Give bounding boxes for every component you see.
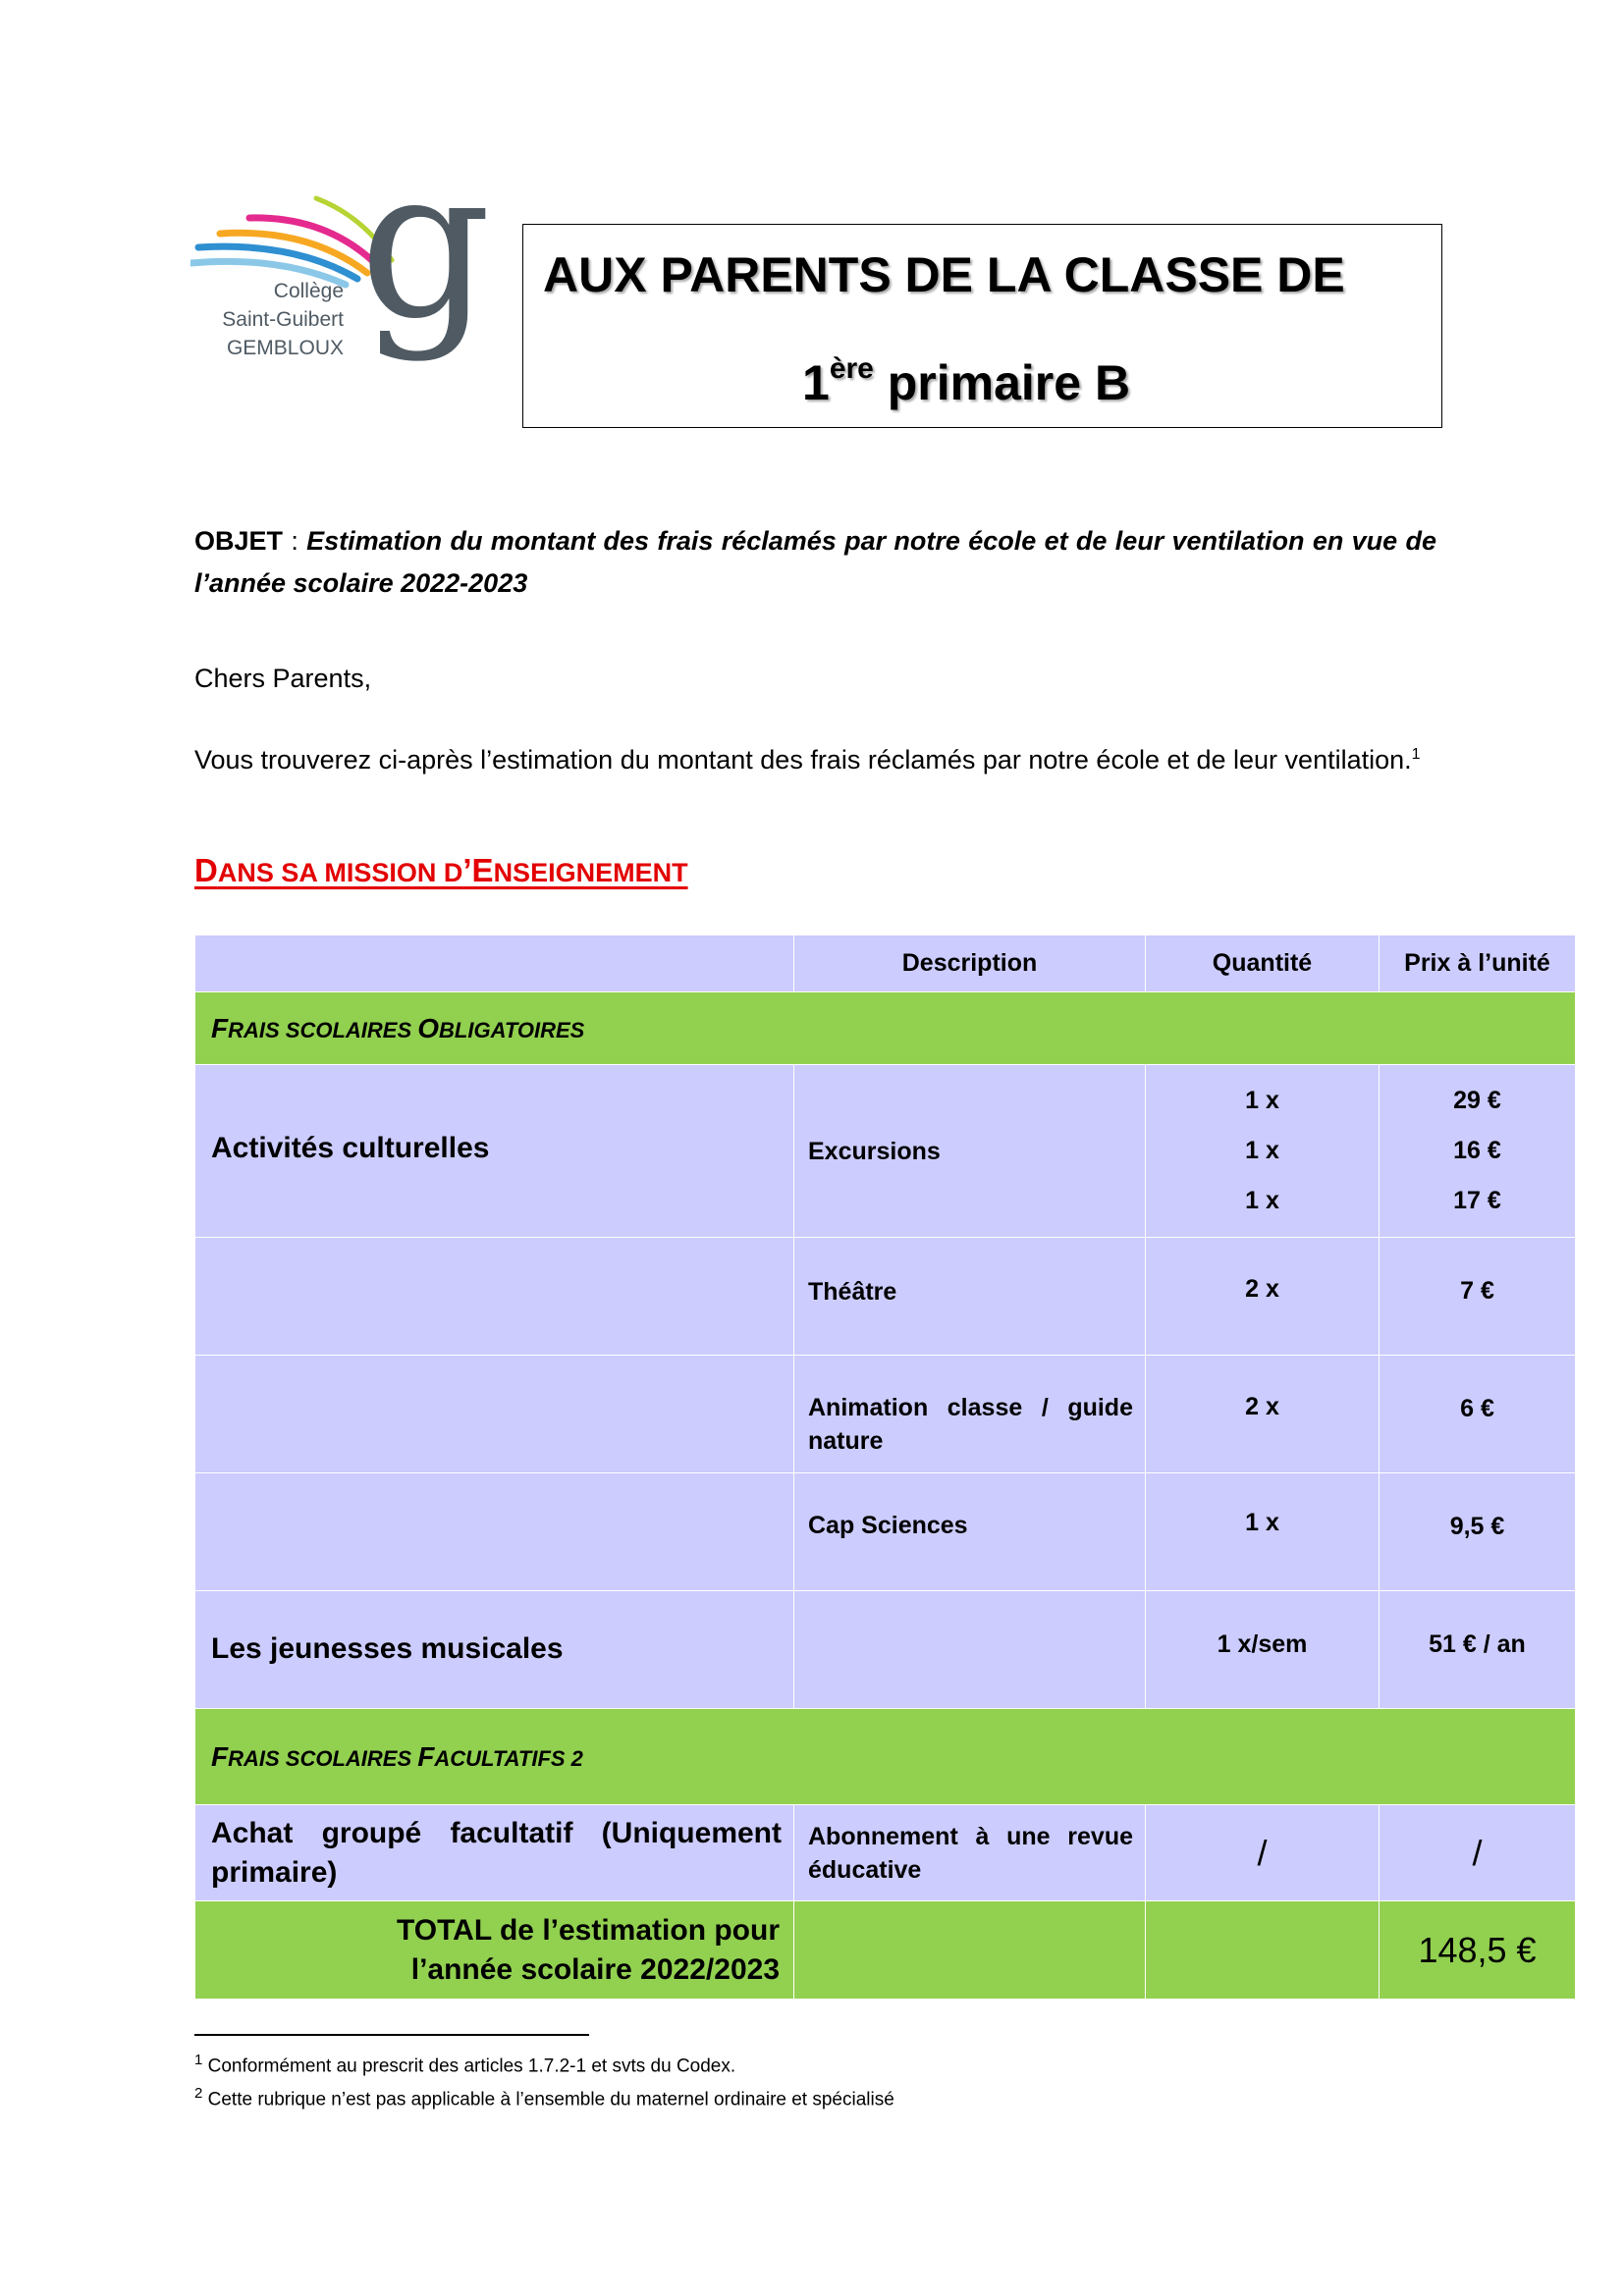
- optional-category-cell: Achat groupé facultatif (Uniquement primaire): [195, 1805, 794, 1901]
- subject-label: OBJET: [194, 526, 284, 556]
- table-row: [195, 1356, 1576, 1473]
- footnote-1: [194, 2052, 735, 2077]
- footnote-divider: [194, 2034, 589, 2036]
- heading-smallcaps-2: NSEIGNEMENT: [493, 858, 688, 887]
- description-cell: [794, 1591, 1146, 1709]
- fees-table: [194, 934, 1576, 2000]
- logo-wordmark: [222, 277, 344, 362]
- subject-text: Estimation du montant des frais réclamés par notre école et de leur ventilation en vue de l’année scolaire 2022-2023: [194, 526, 1436, 598]
- header-category: [195, 935, 794, 992]
- logo-line-saint-guibert: Saint-Guibert: [222, 308, 344, 331]
- total-label: TOTAL de l’estimation pour l’année scolaire 2022/2023: [195, 1901, 794, 2000]
- quantity-value: 1 x: [1245, 1187, 1279, 1214]
- table-header-row: [195, 935, 1576, 992]
- title-grade-suffix: ère: [829, 352, 874, 385]
- sect1-cap-o: O: [417, 1012, 440, 1043]
- section-optional-label: [195, 1709, 1576, 1805]
- price-cell: 6 €: [1380, 1356, 1576, 1473]
- footnote-2: [194, 2085, 894, 2110]
- optional-description-cell: Abonnement à une revue éducative: [794, 1805, 1146, 1901]
- header-unit-price: Prix à l’unité: [1380, 935, 1576, 992]
- category-cell: Les jeunesses musicales: [195, 1591, 794, 1709]
- optional-row: [195, 1805, 1576, 1901]
- sect2-cap-f: F: [211, 1740, 229, 1772]
- price-cell: 9,5 €: [1380, 1473, 1576, 1591]
- section-optional-row: [195, 1709, 1576, 1805]
- sect2-sc-2: ACULTATIFS 2: [434, 1745, 583, 1771]
- total-empty-cell: [794, 1901, 1146, 2000]
- logo-line-gembloux: GEMBLOUX: [226, 337, 344, 359]
- total-row: [195, 1901, 1576, 2000]
- category-cell: [195, 1473, 794, 1591]
- price-value: 16 €: [1453, 1137, 1501, 1164]
- intro-text: Vous trouverez ci-après l’estimation du montant des frais réclamés par notre école et de leur ventilation.: [194, 745, 1412, 774]
- greeting: Chers Parents,: [194, 664, 372, 693]
- intro-paragraph: [194, 736, 1436, 778]
- optional-price-cell: /: [1380, 1805, 1576, 1901]
- price-cell: 51 € / an: [1380, 1591, 1576, 1709]
- header-description: Description: [794, 935, 1146, 992]
- footnote-number: 1: [194, 2052, 203, 2068]
- description-cell: Cap Sciences: [794, 1473, 1146, 1591]
- total-value: 148,5 €: [1380, 1901, 1576, 2000]
- heading-apostrophe: ’: [462, 852, 472, 888]
- title-box: [522, 224, 1442, 428]
- section-heading: [194, 852, 688, 889]
- subject-line: [194, 520, 1436, 605]
- price-value: 17 €: [1453, 1187, 1501, 1214]
- quantity-cell: 1 x: [1146, 1473, 1380, 1591]
- title-line-2: [523, 352, 1441, 411]
- optional-quantity-cell: /: [1146, 1805, 1380, 1901]
- description-cell: Théâtre: [794, 1238, 1146, 1356]
- section-mandatory-row: [195, 992, 1576, 1065]
- table-row: [195, 1473, 1576, 1591]
- table-row: [195, 1591, 1576, 1709]
- title-line-1: AUX PARENTS DE LA CLASSE DE: [543, 247, 1345, 302]
- quantity-cell: 2 x: [1146, 1356, 1380, 1473]
- table-row: [195, 1238, 1576, 1356]
- title-grade-number: 1: [802, 355, 830, 410]
- quantity-value: 1 x: [1245, 1087, 1279, 1114]
- heading-smallcaps-1: ANS SA MISSION D: [217, 858, 463, 887]
- quantity-value: 1 x: [1245, 1137, 1279, 1164]
- footnote-ref-1: 1: [1411, 746, 1421, 763]
- sect2-cap-f2: F: [417, 1740, 435, 1772]
- total-empty-cell: [1146, 1901, 1380, 2000]
- title-class-name: primaire B: [873, 355, 1131, 410]
- category-cell: Activités culturelles: [195, 1065, 794, 1238]
- logo-monogram: g: [359, 124, 492, 364]
- sect1-cap-f: F: [211, 1012, 229, 1043]
- heading-cap-e: E: [471, 852, 494, 888]
- footnote-text: Cette rubrique n’est pas applicable à l’ensemble du maternel ordinaire et spécialisé: [202, 2089, 894, 2110]
- sect2-sc-1: RAIS SCOLAIRES: [228, 1745, 418, 1771]
- category-cell: [195, 1356, 794, 1473]
- section-mandatory-label: [195, 992, 1576, 1065]
- logo-line-college: Collège: [273, 280, 344, 302]
- subject-separator: :: [283, 526, 307, 556]
- header-quantity: Quantité: [1146, 935, 1380, 992]
- quantity-cell: [1146, 1065, 1380, 1238]
- sect1-sc-1: RAIS SCOLAIRES: [228, 1017, 418, 1042]
- footnote-number: 2: [194, 2085, 203, 2102]
- description-cell: Excursions: [794, 1065, 1146, 1238]
- school-logo: [190, 124, 492, 398]
- price-value: 29 €: [1453, 1087, 1501, 1114]
- category-cell: [195, 1238, 794, 1356]
- price-cell: 7 €: [1380, 1238, 1576, 1356]
- footnote-text: Conformément au prescrit des articles 1.7.2-1 et svts du Codex.: [202, 2056, 736, 2077]
- description-cell: Animation classe / guide nature: [794, 1356, 1146, 1473]
- sect1-sc-2: BLIGATOIRES: [439, 1017, 585, 1042]
- table-row: [195, 1065, 1576, 1238]
- price-cell: [1380, 1065, 1576, 1238]
- quantity-cell: 1 x/sem: [1146, 1591, 1380, 1709]
- quantity-cell: 2 x: [1146, 1238, 1380, 1356]
- heading-cap-d: D: [194, 852, 218, 888]
